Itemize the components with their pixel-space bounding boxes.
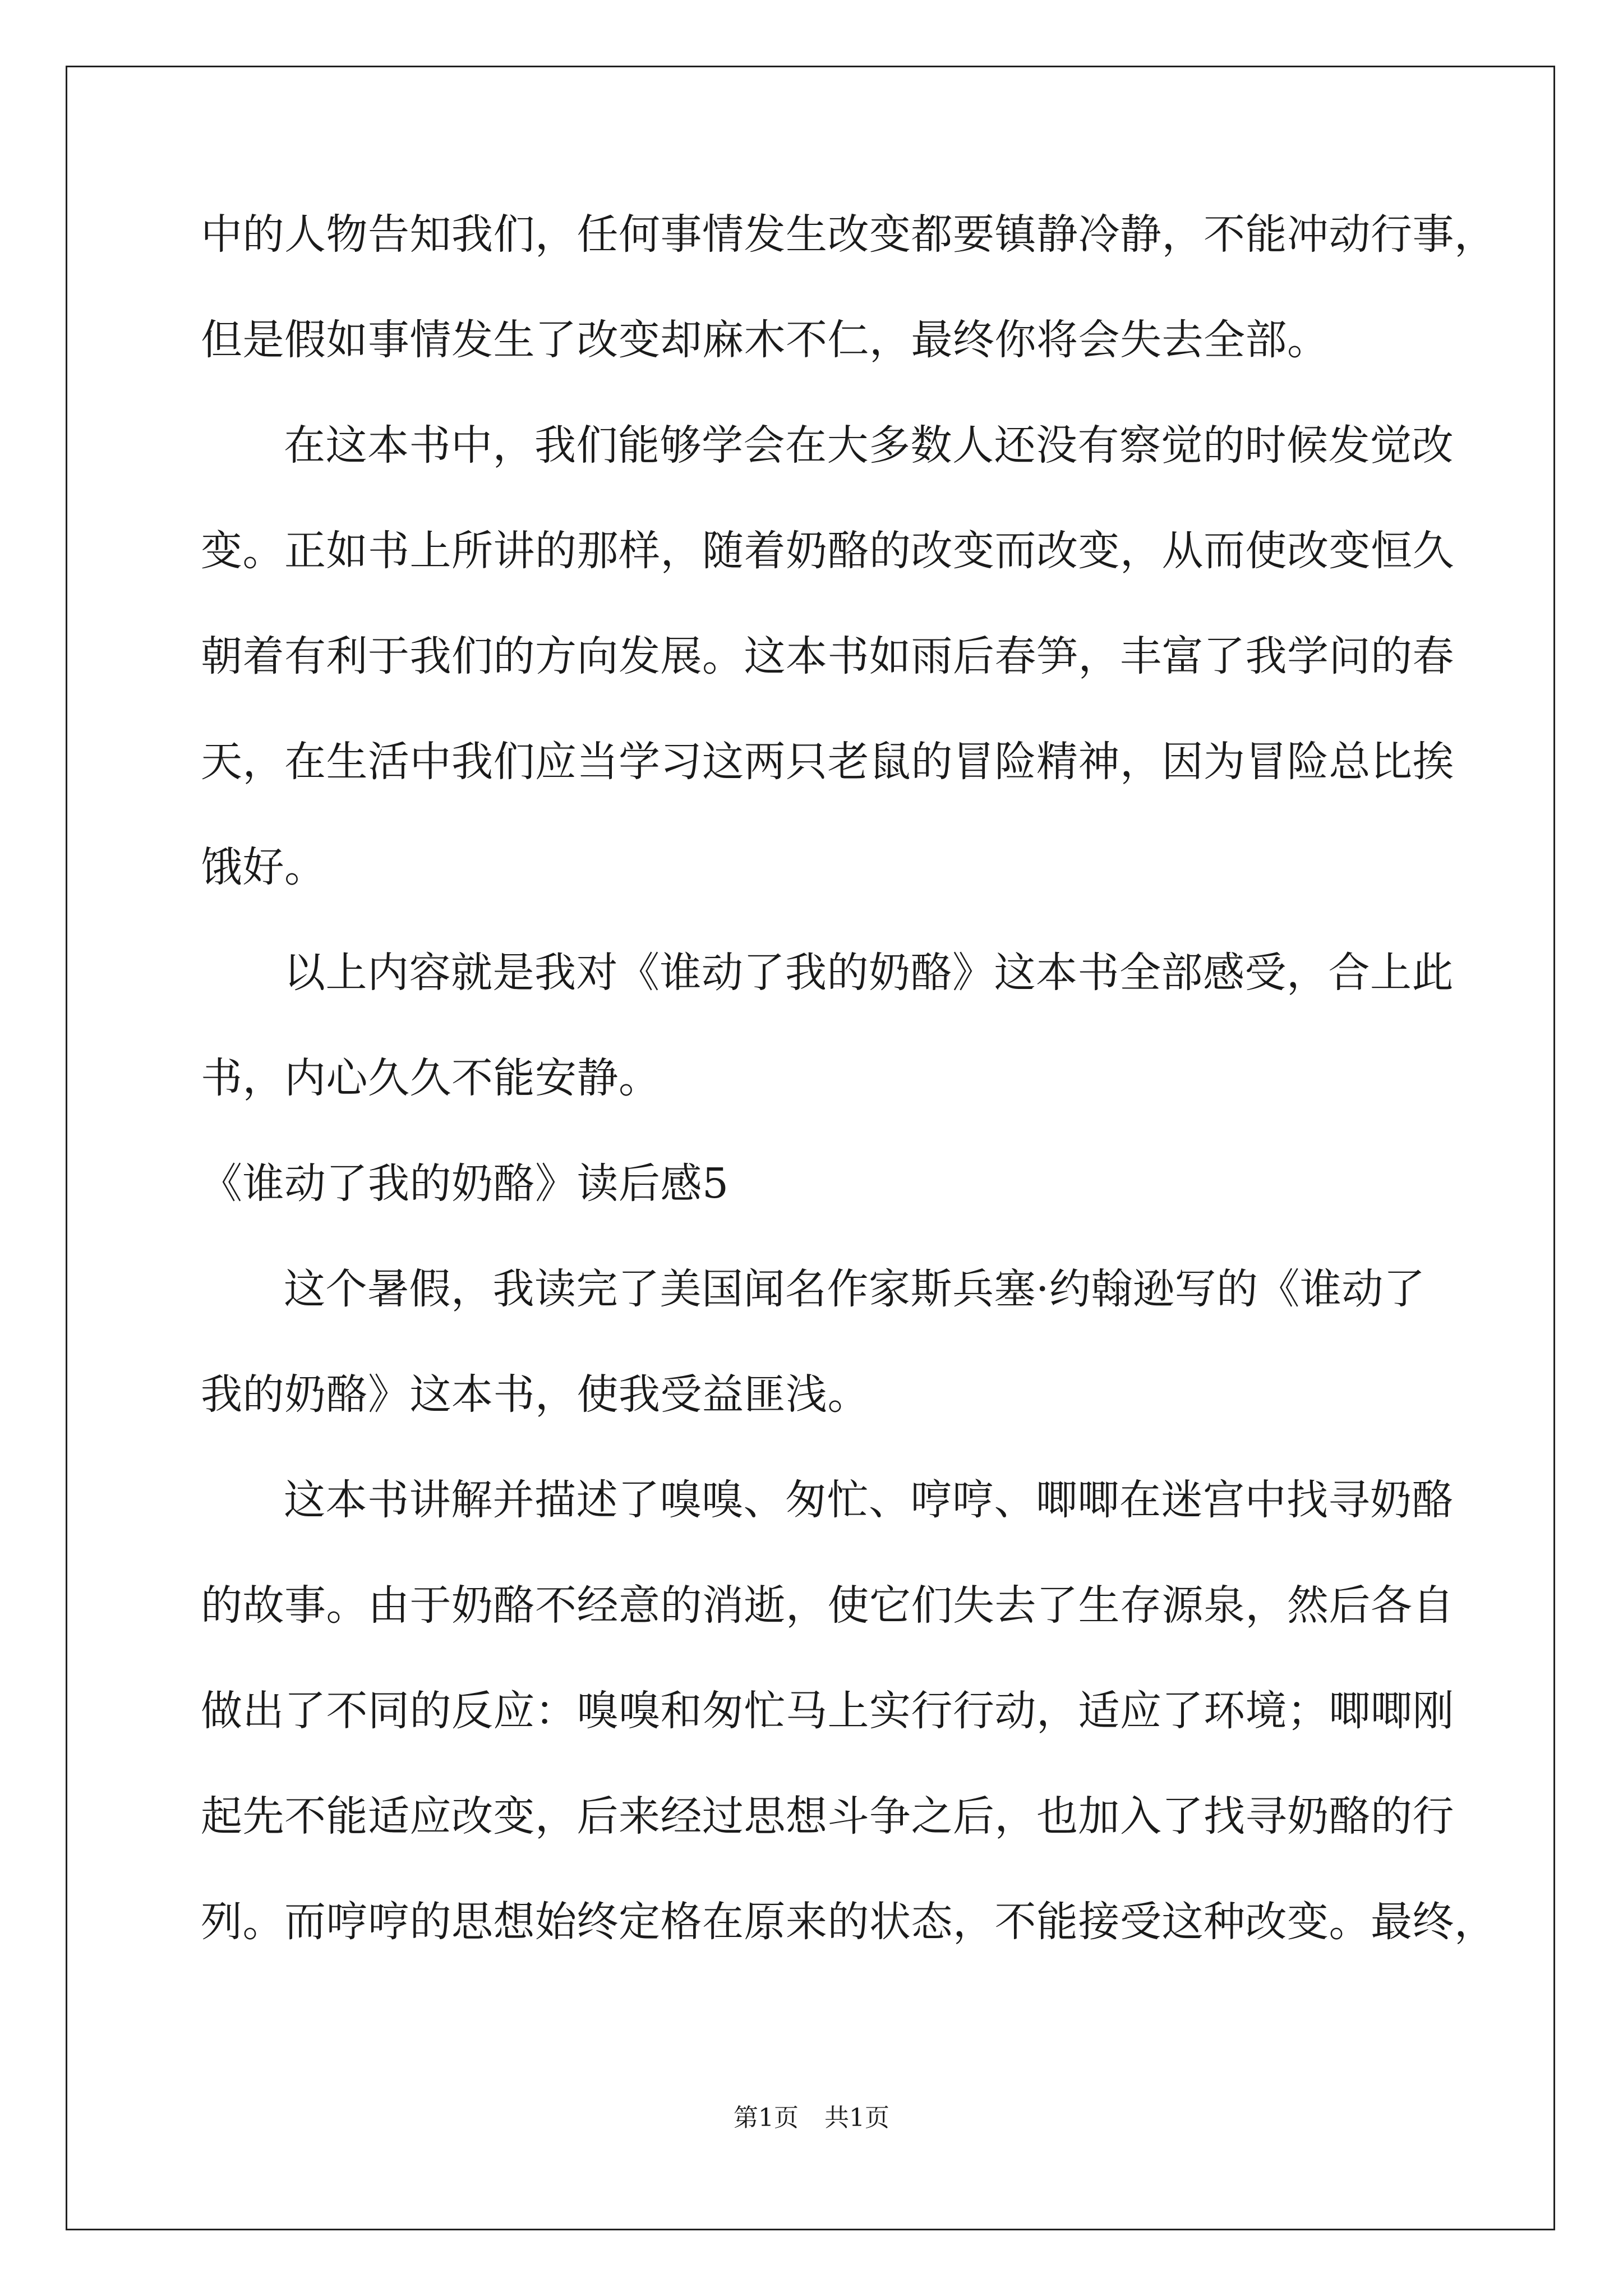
text-line-2: 但是假如事情发生了改变却麻木不仁，最终你将会失去全部。	[201, 316, 1329, 364]
text-line-14: 的故事。由于奶酪不经意的消逝，使它们失去了生存源泉，然后各自	[201, 1581, 1454, 1630]
section-heading: 《谁动了我的奶酪》读后感5	[201, 1159, 729, 1208]
text-line-3: 在这本书中，我们能够学会在大多数人还没有察觉的时候发觉改	[284, 421, 1454, 470]
text-line-15: 做出了不同的反应：嗅嗅和匆忙马上实行行动，适应了环境；唧唧刚	[201, 1687, 1454, 1735]
text-line-12: 我的奶酪》这本书，使我受益匪浅。	[201, 1370, 869, 1419]
text-line-1: 中的人物告知我们，任何事情发生改变都要镇静冷静，不能冲动行事，	[201, 210, 1496, 259]
text-line-8: 以上内容就是我对《谁动了我的奶酪》这本书全部感受，合上此	[284, 949, 1454, 997]
text-line-13: 这本书讲解并描述了嗅嗅、匆忙、哼哼、唧唧在迷宫中找寻奶酪	[284, 1476, 1454, 1524]
text-line-9: 书，内心久久不能安静。	[201, 1054, 661, 1102]
text-line-11: 这个暑假，我读完了美国闻名作家斯兵塞·约翰逊写的《谁动了	[284, 1265, 1426, 1313]
document-body	[201, 208, 1496, 1949]
text-line-6: 天，在生活中我们应当学习这两只老鼠的冒险精神，因为冒险总比挨	[201, 738, 1454, 786]
text-line-17: 列。而哼哼的思想始终定格在原来的状态，不能接受这种改变。最终，	[201, 1898, 1496, 1946]
page-number: 第1页	[734, 2104, 799, 2132]
text-line-16: 起先不能适应改变，后来经过思想斗争之后，也加入了找寻奶酪的行	[201, 1792, 1454, 1841]
page-footer	[0, 2102, 1623, 2134]
text-line-7: 饿好。	[201, 843, 326, 891]
text-line-5: 朝着有利于我们的方向发展。这本书如雨后春笋，丰富了我学问的春	[201, 632, 1454, 680]
text-line-4: 变。正如书上所讲的那样，随着奶酪的改变而改变，从而使改变恒久	[201, 527, 1454, 575]
page-total: 共1页	[824, 2104, 889, 2132]
